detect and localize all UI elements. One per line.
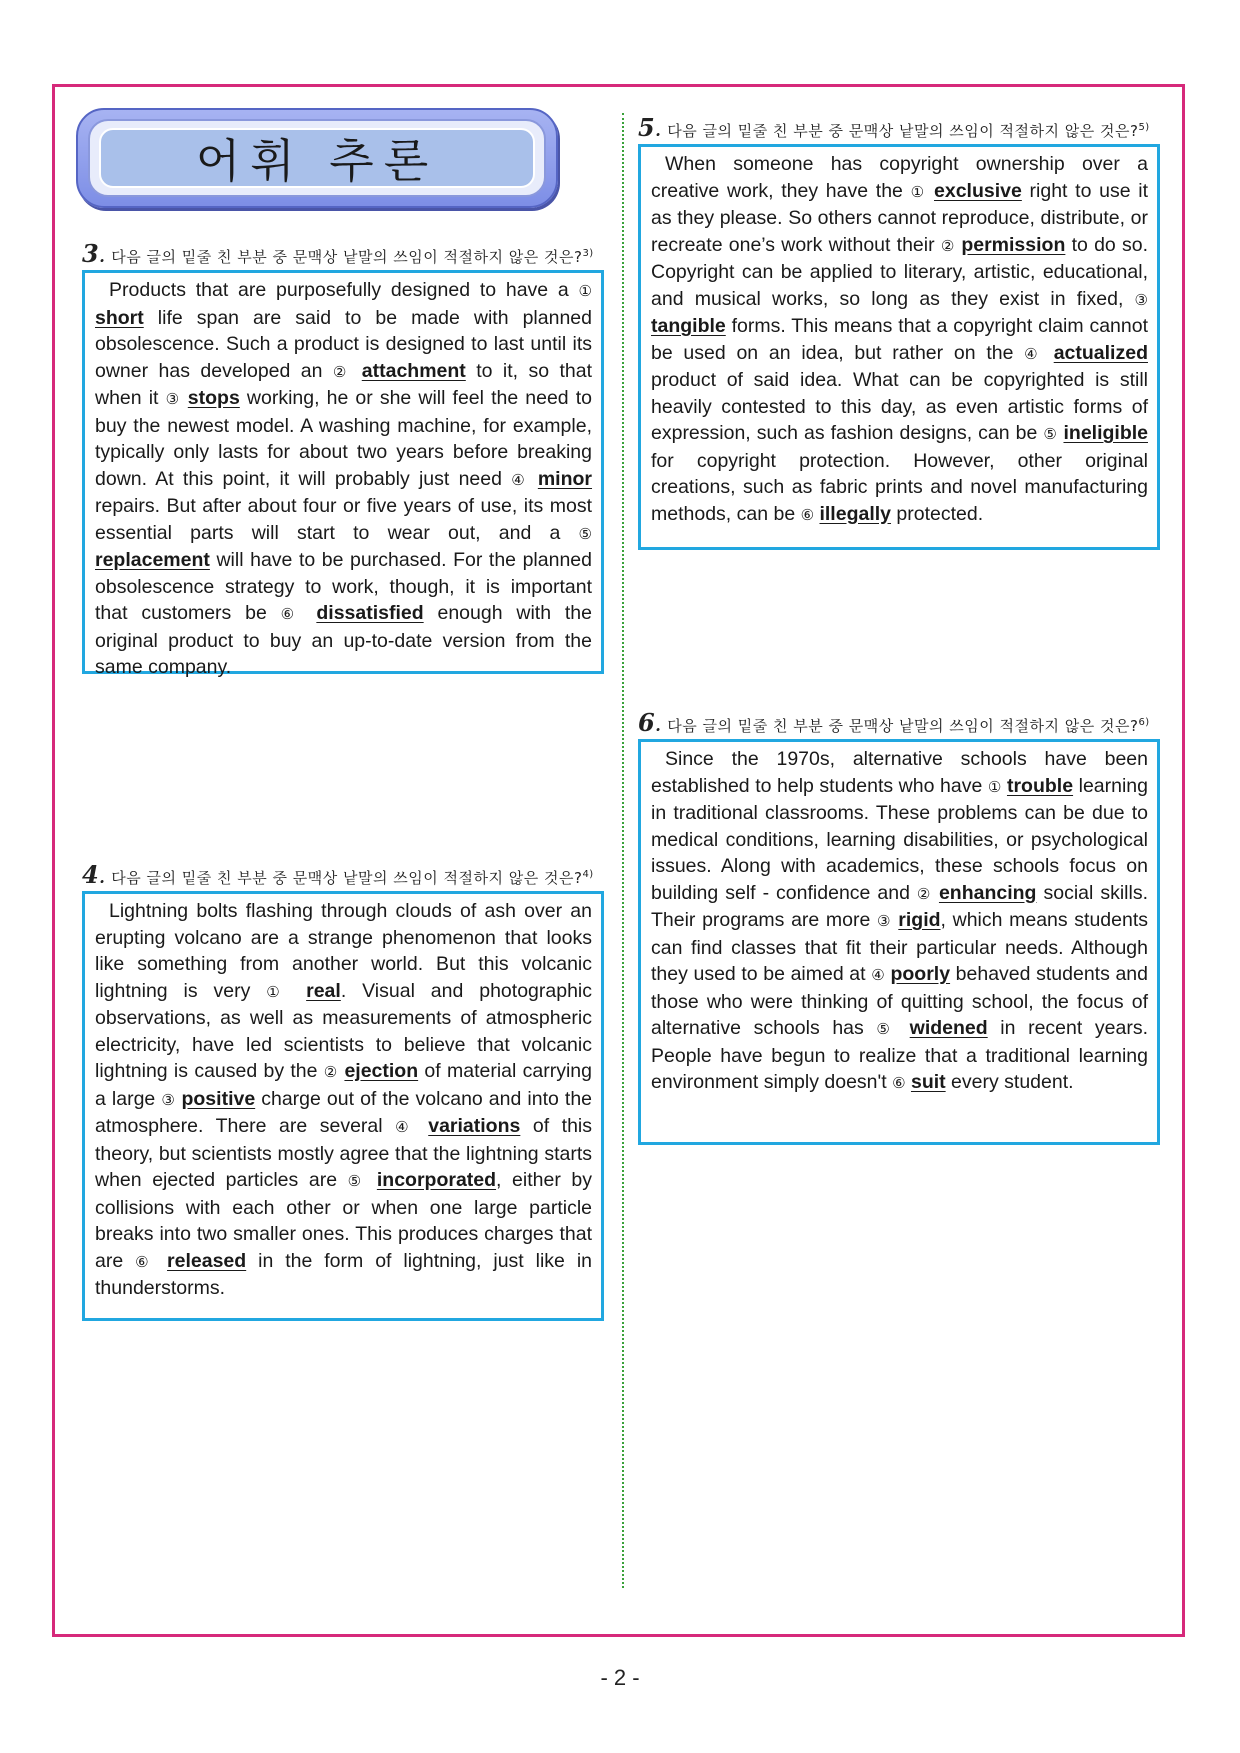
passage-segment <box>366 1169 377 1191</box>
underlined-word: actualized <box>1053 341 1148 364</box>
question-header <box>638 708 1160 737</box>
passage-segment: of material carrying a large <box>95 1060 592 1110</box>
passage-segment: social skills. Their programs are more <box>651 881 1148 931</box>
choice-marker: ④ <box>1024 344 1043 363</box>
footnote-marker: 6) <box>1138 717 1150 728</box>
choice-marker: ③ <box>1134 290 1148 309</box>
choice-marker: ② <box>323 1063 339 1081</box>
choice-marker: ① <box>910 182 927 201</box>
underlined-word: real <box>306 979 341 1002</box>
passage-segment: working, he or she will feel the need to buy the newest model. A washing machine, for example, typically only lasts for about two years before breaking down. At this point, it will probably just need <box>95 387 593 490</box>
question-4 <box>82 860 604 1321</box>
choice-marker: ④ <box>871 966 885 984</box>
underlined-word: ineligible <box>1063 422 1148 444</box>
underlined-word: dissatisfied <box>316 602 424 624</box>
choice-marker: ① <box>987 777 1002 796</box>
passage-segment: repairs. But after about four or five years of use, its most essential parts will start to wear out, and a <box>95 495 592 544</box>
choice-marker: ① <box>266 982 291 1001</box>
question-header <box>82 860 604 889</box>
choice-marker: ③ <box>165 390 181 408</box>
choice-marker: ② <box>332 362 352 381</box>
underlined-word: incorporated <box>376 1169 497 1191</box>
underlined-word: tangible <box>651 315 726 337</box>
passage-segment: , either by collisions with each other or when one large particle breaks into two smaller ones. This produces charges that are <box>95 1169 593 1272</box>
choice-marker: ④ <box>511 470 529 489</box>
passage-segment: to it, so that when it <box>95 359 592 409</box>
passage-segment: enough with the original product to buy an up-to-date version from the same company. <box>95 602 593 678</box>
passage-segment <box>1043 342 1054 364</box>
choice-marker: ② <box>916 884 932 903</box>
underlined-word: short <box>95 306 144 329</box>
passage-segment: learning in traditional classrooms. These problems can be due to medical conditions, learning disabilities, or psychological issues. Along with academics, these schools focus on building self - confidence and <box>651 774 1148 904</box>
passage-segment: charge out of the volcano and into the atmosphere. There are several <box>95 1087 593 1137</box>
underlined-word: trouble <box>1006 774 1074 797</box>
passage-segment: protected. <box>891 502 984 525</box>
passage-box <box>638 739 1160 1145</box>
footnote-marker: 4) <box>582 869 594 880</box>
passage-segment <box>926 180 934 202</box>
question-number: 5 . <box>638 117 661 142</box>
section-title-badge <box>76 108 558 208</box>
passage-segment: , which means students can find classes that fit their particular needs. Although they used to be aimed at <box>651 909 1148 985</box>
underlined-word: variations <box>428 1115 521 1137</box>
footnote-marker: 5) <box>1138 122 1150 133</box>
question-prompt: 다음 글의 밑줄 친 부분 중 문맥상 낱말의 쓰임이 적절하지 않은 것은? <box>667 717 1139 735</box>
passage-segment: in the form of lightning, just like in thunderstorms. <box>95 1249 593 1299</box>
passage-segment <box>529 468 538 490</box>
passage-box <box>82 270 604 678</box>
question-3 <box>82 239 604 678</box>
passage-segment <box>351 360 361 382</box>
question-number: 4 . <box>82 864 105 889</box>
underlined-word: ejection <box>344 1060 419 1082</box>
question-prompt: 다음 글의 밑줄 친 부분 중 문맥상 낱말의 쓰임이 적절하지 않은 것은? <box>111 869 583 887</box>
choice-marker: ⑤ <box>876 1020 898 1038</box>
question-number: 6 . <box>638 712 661 737</box>
passage-text <box>651 746 1148 1097</box>
column-divider <box>622 113 624 1588</box>
passage-segment <box>897 1017 910 1039</box>
footnote-marker: 3) <box>582 248 594 259</box>
choice-marker: ② <box>940 236 956 255</box>
choice-marker: ⑥ <box>280 605 303 623</box>
underlined-word: attachment <box>361 359 466 382</box>
passage-segment <box>303 602 317 624</box>
passage-segment: to do so. Copyright can be applied to literary, artistic, educational, and musical works, so long as they exist in fixed, <box>651 233 1149 310</box>
passage-segment: Since the 1970s, alternative schools have been established to help students who have <box>651 748 1148 797</box>
passage-segment: for copyright protection. However, other original creations, such as fabric prints and novel manufacturing methods, can be <box>651 449 1148 525</box>
choice-marker: ⑤ <box>1043 425 1058 443</box>
underlined-word: rigid <box>898 909 941 931</box>
passage-box <box>638 144 1160 550</box>
underlined-word: poorly <box>890 963 951 985</box>
passage-segment: . Visual and photographic observations, as well as measurements of atmospheric electricity, have led scientists to believe that volcanic lightning is caused by the <box>95 979 592 1082</box>
underlined-word: permission <box>961 233 1066 256</box>
passage-segment: every student. <box>945 1071 1074 1093</box>
choice-marker: ⑤ <box>347 1172 367 1190</box>
passage-segment: of this theory, but scientists mostly agree that the lightning starts when ejected particles are <box>95 1115 592 1191</box>
question-prompt: 다음 글의 밑줄 친 부분 중 문맥상 낱말의 쓰임이 적절하지 않은 것은? <box>667 122 1139 140</box>
passage-segment: right to use it as they please. So others cannot reproduce, distribute, or recreate one’s work without their <box>651 179 1148 256</box>
question-5 <box>638 113 1160 550</box>
choice-marker: ⑤ <box>578 524 592 543</box>
passage-text <box>95 277 592 681</box>
choice-marker: ④ <box>395 1118 416 1136</box>
choice-marker: ⑥ <box>800 505 815 524</box>
underlined-word: enhancing <box>938 881 1037 904</box>
passage-segment <box>932 882 939 904</box>
question-number: 3 . <box>82 243 105 268</box>
passage-text <box>95 898 592 1302</box>
underlined-word: minor <box>537 467 593 490</box>
passage-segment: forms. This means that a copyright claim cannot be used on an idea, but rather on the <box>651 315 1148 364</box>
underlined-word: suit <box>910 1071 946 1093</box>
passage-text <box>651 151 1148 528</box>
question-header <box>82 239 604 268</box>
passage-segment: product of said idea. What can be copyrighted is still heavily contested to this day, as even artistic forms of expression, such as fashion designs, can be <box>651 369 1148 444</box>
choice-marker: ⑥ <box>135 1252 156 1271</box>
underlined-word: stops <box>187 387 240 409</box>
choice-marker: ③ <box>161 1090 176 1109</box>
passage-segment: Products that are purposefully designed to have a <box>109 279 579 301</box>
underlined-word: positive <box>181 1087 256 1110</box>
choice-marker: ⑥ <box>892 1074 906 1092</box>
section-title: 어휘 추론 <box>195 134 439 188</box>
passage-segment: behaved students and those who were thinking of quitting school, the focus of alternative schools has <box>651 963 1148 1039</box>
choice-marker: ① <box>578 282 592 300</box>
passage-segment: When someone has copyright ownership over a creative work, they have the <box>651 153 1148 202</box>
page-number: - 2 - <box>600 1665 640 1690</box>
passage-segment: in recent years. People have begun to realize that a traditional learning environment simply doesn't <box>651 1017 1149 1093</box>
passage-segment <box>416 1115 429 1137</box>
underlined-word: replacement <box>95 549 210 571</box>
passage-segment: will have to be purchased. For the planned obsolescence strategy to work, though, it is important that customers be <box>95 549 592 624</box>
question-6 <box>638 708 1160 1145</box>
passage-segment <box>290 980 306 1002</box>
passage-segment: Lightning bolts flashing through clouds of ash over an erupting volcano are a strange phenomenon that looks like something from another world. But this volcanic lightning is very <box>95 900 592 1002</box>
passage-segment <box>155 1250 167 1272</box>
choice-marker: ③ <box>876 912 892 930</box>
underlined-word: released <box>167 1249 247 1272</box>
passage-segment <box>181 387 188 409</box>
passage-box <box>82 891 604 1321</box>
underlined-word: widened <box>909 1017 988 1039</box>
question-prompt: 다음 글의 밑줄 친 부분 중 문맥상 낱말의 쓰임이 적절하지 않은 것은? <box>111 248 583 266</box>
underlined-word: exclusive <box>934 179 1022 202</box>
passage-segment: life span are said to be made with planned obsolescence. Such a product is designed to last until its owner has developed an <box>95 306 592 382</box>
underlined-word: illegally <box>819 502 892 525</box>
question-header <box>638 113 1160 142</box>
